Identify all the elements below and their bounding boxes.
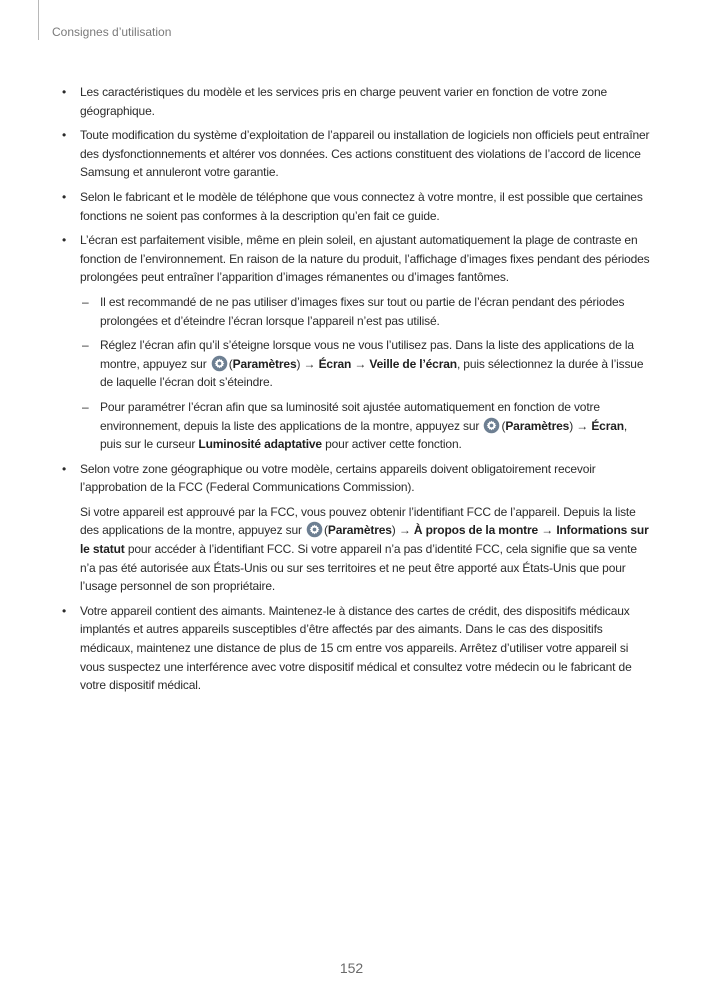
about-watch-label: À propos de la montre [413, 523, 539, 538]
settings-label: Paramètres [232, 356, 297, 371]
paren-close: ) [391, 523, 396, 538]
bullet-marker: • [62, 461, 67, 476]
bullet-marker: • [62, 85, 67, 99]
list-item [60, 460, 650, 596]
bullet-text: Les caractéristiques du modèle et les services pris en charge peuvent varier en fonction de votre zone géographique. [80, 85, 607, 118]
paren-close: ) [569, 418, 574, 433]
bullet-marker: • [62, 233, 67, 248]
sub-item-text: , puis sur le curseur [100, 418, 628, 452]
sub-item-text: pour activer cette fonction. [325, 437, 462, 452]
screen-timeout-label: Veille de l’écran [369, 356, 457, 371]
gear-icon [211, 355, 228, 372]
paragraph-text: Si votre appareil est approuvé par la FCC, vous pouvez obtenir l’identifiant FCC de l’appareil. Depuis la liste des applications de la montre, appuyez sur [80, 504, 636, 538]
bullet-text: Toute modification du système d’exploitation de l’appareil ou installation de logiciels non officiels peut entraîner des dysfonctionnements et altérer vos données. Ces actions constituent des violations de l’accord de licence Samsung et annuleront votre garantie. [80, 128, 650, 180]
bullet-text: Votre appareil contient des aimants. Maintenez-le à distance des cartes de crédit, des dispositifs médicaux implantés et autres appareils susceptibles d’être affectés par des aimants. Dans le cas des dispositifs médicaux, maintenez une distance de plus de 15 cm entre vos appareils. Arrêtez d’utiliser votre appareil si vous suspectez une interférence avec votre dispositif médical et consultez votre médecin ou le fabricant de votre dispositif médical. [80, 603, 632, 693]
gear-icon [306, 521, 323, 538]
sub-list-item [80, 398, 650, 454]
arrow-icon: → [303, 356, 316, 371]
paren-open: ( [228, 356, 233, 371]
screen-label: Écran [318, 356, 352, 371]
bullet-text: Selon le fabricant et le modèle de téléphone que vous connectez à votre montre, il est possible que certaines fonctions ne soient pas conformes à la description qu’en fait ce guide. [80, 189, 643, 223]
bullet-text: L’écran est parfaitement visible, même en plein soleil, en ajustant automatiquement la plage de contraste en fonction de l’environnement. En raison de la nature du produit, l’affichage d’images fixes pendant des périodes prolongées peut entraîner l’apparition d’images rémanentes ou d’images fantômes. [80, 233, 650, 285]
page-content [60, 83, 650, 701]
fcc-paragraph [80, 503, 650, 596]
gear-icon [483, 417, 500, 434]
bullet-marker: • [62, 603, 67, 618]
paren-close: ) [296, 356, 301, 371]
list-item [60, 602, 650, 695]
bullet-marker: • [62, 189, 67, 204]
paren-open: ( [324, 523, 328, 538]
bullet-text: Selon votre zone géographique ou votre modèle, certains appareils doivent obligatoirement recevoir l’approbation de la FCC (Federal Communications Commission). [80, 461, 596, 495]
settings-label: Paramètres [327, 523, 392, 538]
list-item [60, 126, 650, 182]
bullet-list [60, 83, 650, 695]
screen-label: Écran [591, 418, 624, 433]
section-header: Consignes d’utilisation [52, 25, 172, 39]
sub-item-text: , puis sélectionnez la durée à l’issue de laquelle l’écran doit s’éteindre. [100, 356, 644, 390]
sub-item-text: Pour paramétrer l’écran afin que sa luminosité soit ajustée automatiquement en fonction de votre environnement, depuis la liste des applications de la montre, appuyez sur [100, 399, 600, 433]
bullet-marker: • [62, 128, 67, 143]
list-item [60, 83, 650, 120]
list-item [60, 188, 650, 225]
arrow-icon: → [576, 418, 589, 433]
paren-open: ( [501, 418, 506, 433]
settings-label: Paramètres [505, 418, 570, 433]
sub-list-item [80, 336, 650, 392]
sub-item-text: Il est recommandé de ne pas utiliser d’images fixes sur tout ou partie de l’écran pendant des périodes prolongées et d’éteindre l’écran lorsque l’appareil n’est pas utilisé. [100, 294, 625, 328]
adaptive-brightness-label: Luminosité adaptative [198, 437, 322, 452]
arrow-icon: → [354, 356, 367, 371]
dash-marker: – [82, 294, 89, 309]
sub-list-item [80, 293, 650, 330]
dash-marker: – [82, 399, 89, 414]
sub-item-text: Réglez l’écran afin qu’il s’éteigne lorsque vous ne vous l’utilisez pas. Dans la liste des applications de la montre, appuyez sur [100, 338, 634, 371]
paragraph-text: pour accéder à l’identifiant FCC. Si votre appareil n’a pas d’identité FCC, cela signifie que sa vente n’a pas été autorisée aux États-Unis ou sur ses territoires et ne peut être apporté aux États-Unis que pour l’usage personnel de son propriétaire. [80, 542, 637, 594]
header-divider [38, 0, 39, 40]
dash-marker: – [82, 338, 89, 353]
arrow-icon: → [398, 523, 411, 538]
dash-list [80, 293, 650, 454]
list-item [60, 231, 650, 454]
arrow-icon: → [541, 523, 554, 538]
page-number: 152 [339, 960, 364, 976]
status-info-label: Informations sur le statut [80, 523, 649, 557]
